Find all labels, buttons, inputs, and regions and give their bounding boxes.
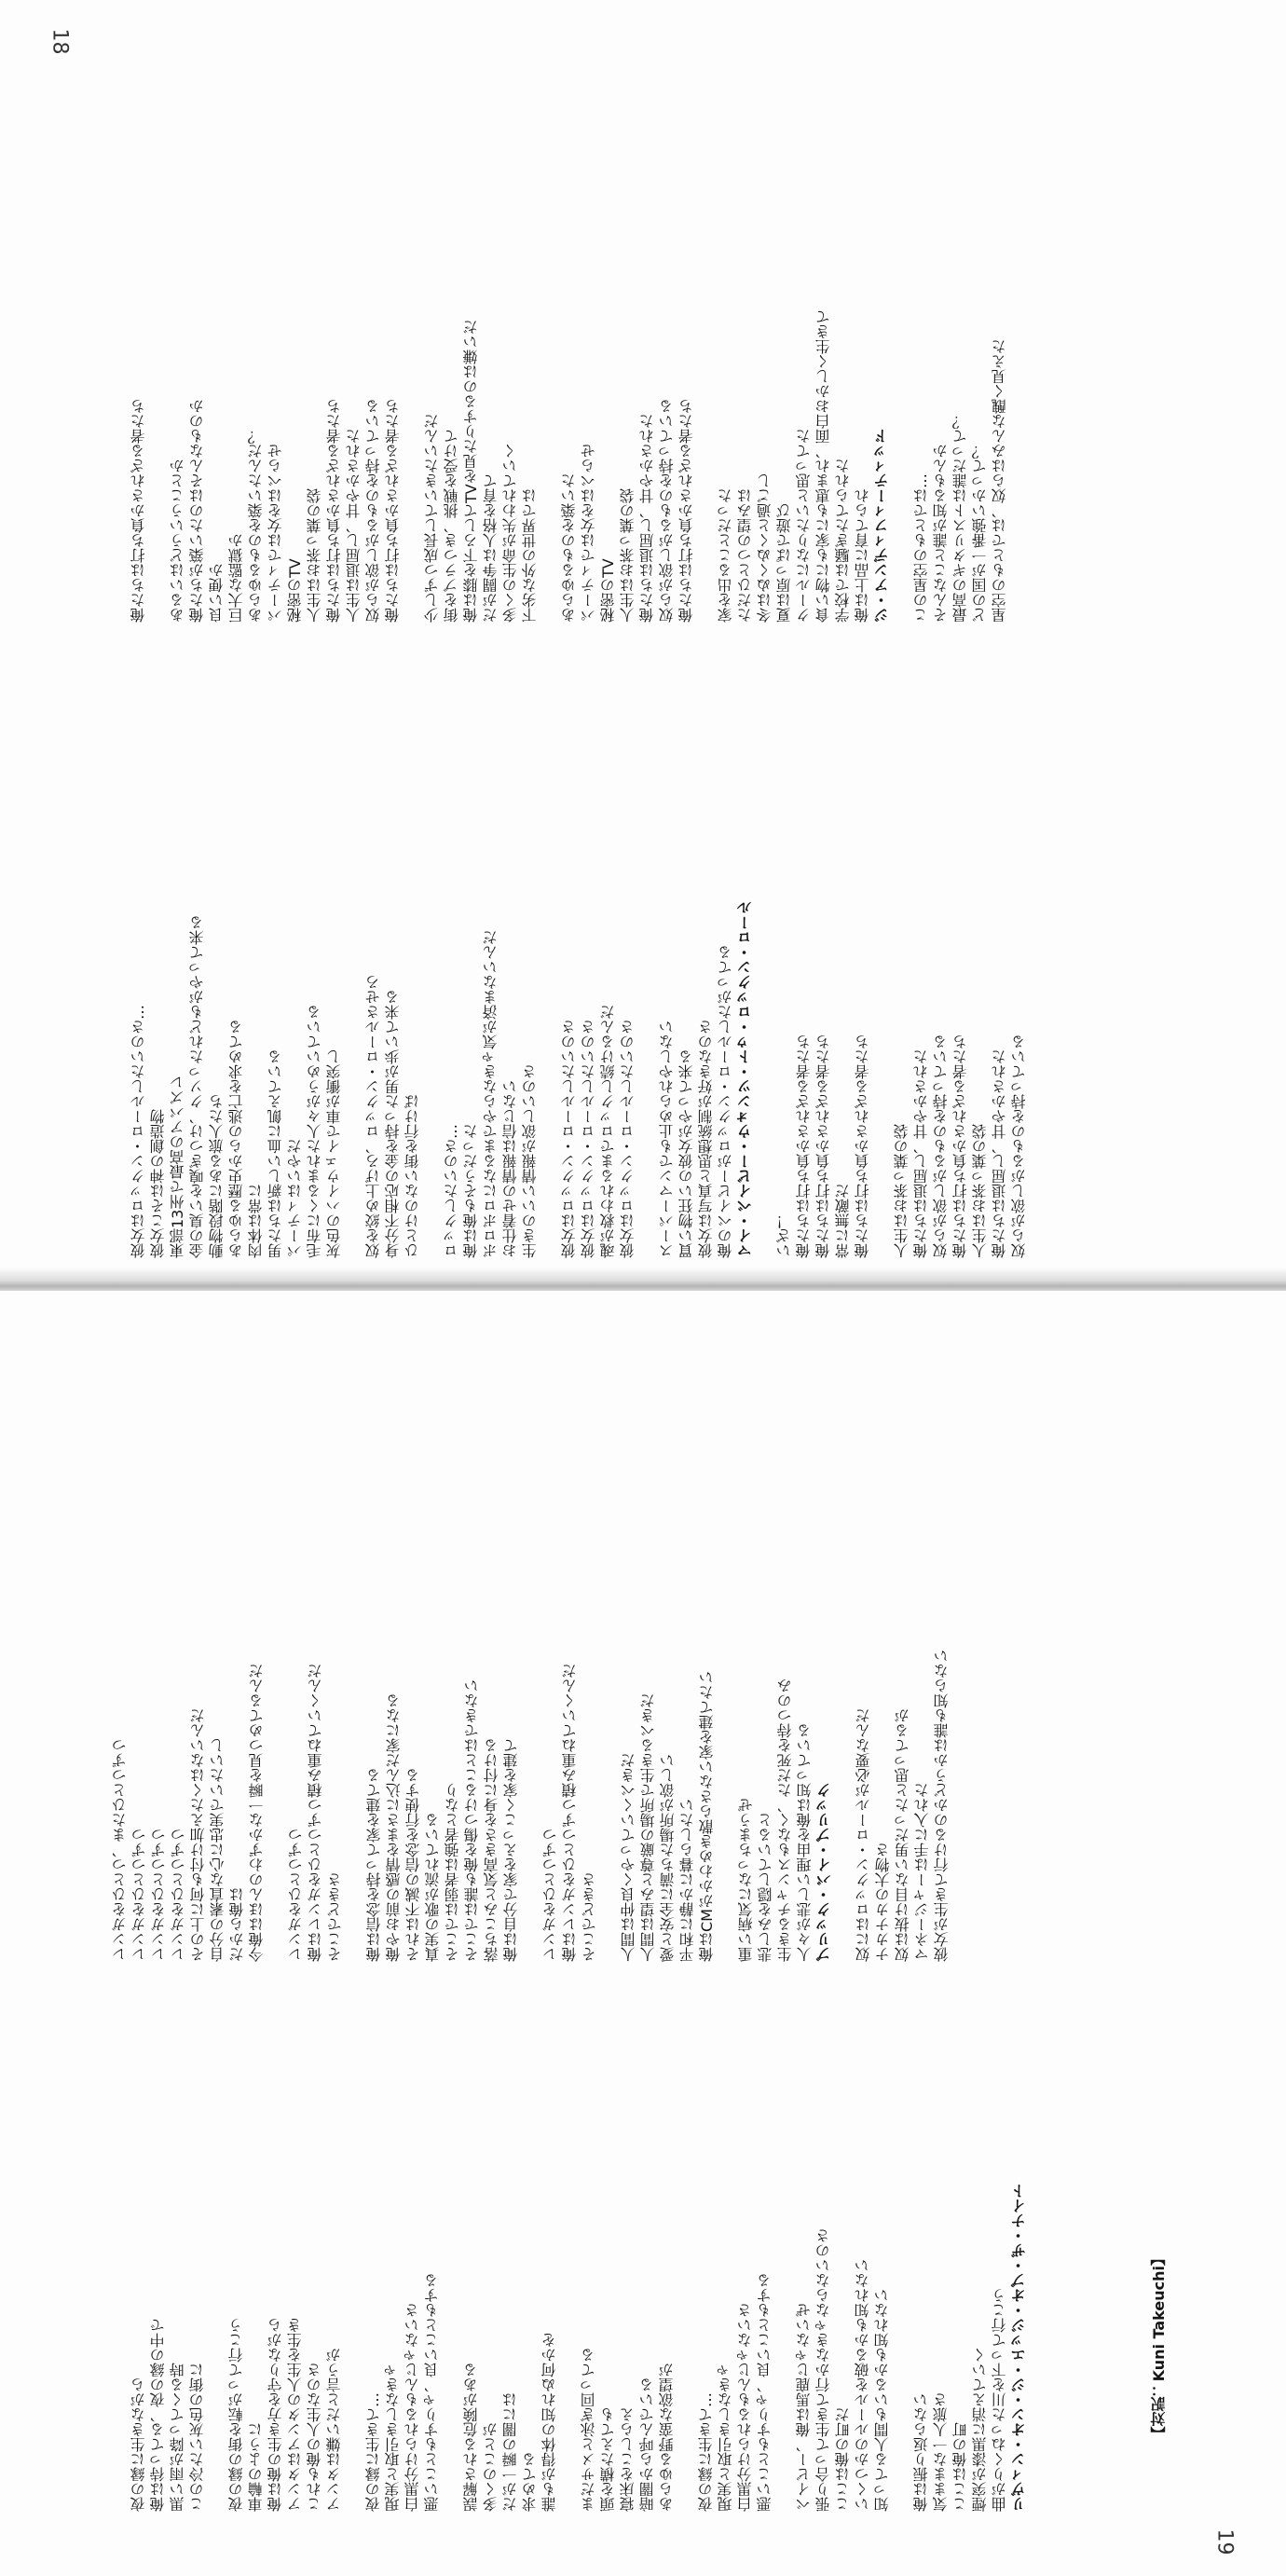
lyric-line: 車輪のように [247, 2422, 265, 2512]
lyric-line: 俺のベイビーがロックン・ロールしたがってる [717, 945, 734, 1258]
lyric-line: 最高のギタリストは誰だって？ [951, 414, 969, 623]
lyric-line: 彼女こそは神の創造物 [149, 1109, 167, 1258]
lyric-line: 誤解される危険がある [462, 2363, 480, 2512]
lyric-line: 俺たちは退屈し、甘やかされた [991, 1049, 1008, 1258]
lyric-line: 俺たちは退屈し、甘やかされた [638, 414, 656, 623]
lyric-line: 人々が悲しい理由を俺は知っている [796, 1723, 814, 1962]
lyric-line: 俺たちは打ち負かされざる者たち [795, 1035, 813, 1258]
lyric-line: 俺たちは打ち負かされざる者たち [325, 399, 343, 623]
page-number: 19 [1212, 2528, 1237, 2555]
lyric-line: 彼女はロックン・ロールしたいのさ [580, 1020, 597, 1258]
lyric-line: あらゆるものを築いたんだ？ [247, 429, 265, 623]
lyric-line: いくつかのルールを破るかも知れない [854, 2258, 871, 2512]
lyric-line [540, 73, 559, 623]
lyric-line: 常に無敵だ [834, 1184, 852, 1258]
lyric-line: 身分不相応の金を持った男が歩いて来る [384, 990, 402, 1258]
lyric-line [521, 1365, 540, 1962]
lyric-line: あるいはどういうことか [169, 459, 186, 623]
lyric-line: 自分の素直な心に忠実でいたいし [209, 1738, 226, 1962]
lyric-line: 煙突が漆黒に消えていく [971, 2348, 989, 2512]
lyric-line: どの国が一番強いかって？ [971, 444, 989, 623]
lyric-line: 俺は俺もそうだった [462, 1124, 480, 1258]
lyric-line: あらゆるものを築いた [560, 473, 578, 623]
lyric-line: この星空のもとでは… [912, 473, 930, 623]
lyric-line: 俺は膝を下ろしてTVを見たりするのは嫌いだ [462, 320, 480, 623]
lyric-line: 冬はぬくぬくと過ごし [756, 473, 773, 623]
lyric-line: ナカナカの大物さ [874, 1843, 892, 1962]
lyric-line: 俺たちは退屈し、甘やかされた [912, 1049, 930, 1258]
lyric-line: 俺たちは打ち負かされざる者たち [814, 1035, 832, 1258]
lyric-line: 魂が救われるまでロックし続けるんだ [599, 1005, 617, 1258]
lyric-line: あらゆる歴史からの逃亡を求めてる [227, 1020, 245, 1258]
lyric-line: 奴を絞め上げろ、ロックン・ロールさせろ [364, 975, 382, 1258]
lyric-line: 寝床をこしらえ [619, 2407, 636, 2512]
lyric-line: 俺たちは打ち負かされざる者たち [951, 1035, 969, 1258]
lyric-line: そこでは誰も俺を傷つけることはできない [463, 1679, 481, 1962]
lyric-line: 奴らが欲しがるものを持っている [932, 1035, 950, 1258]
translation-credit: 【対訳：Kuni Takeuchi】 [1150, 2251, 1168, 2442]
lyric-line: 求めてる [521, 2452, 539, 2512]
lyric-line: 星空のもとでは、奴らはみんな醜く見えた [991, 339, 1008, 623]
lyric-line: 俺はCMがかわめき散らさない家を建てたい [698, 1670, 716, 1962]
lyric-line: 俺たちは打ち負かされざる者たち [854, 1035, 871, 1258]
lyric-line: 奴は抜け目ない男だったと思ってるが [894, 1708, 911, 1962]
lyric-line: 白黒分けられるもんじゃないさ [736, 2303, 754, 2512]
lyric-line: 奴らが欲しがるものを持っている [658, 399, 676, 623]
lyric-line: アンタはアンタの人生を生き [286, 2318, 304, 2512]
song-title: ジ・アンディフィーティッド [873, 429, 891, 623]
lyric-line: レンガをひとつずつ [150, 1828, 168, 1962]
lyric-line [148, 73, 168, 623]
lyric-line: 秘密のTV [286, 558, 304, 623]
lyric-line: 俺はレンガをひとつずつ積み重ねていくんだ [561, 1664, 579, 1962]
song-title: マイ・ベイビー・ウォンツ・トゥ・ロックン・ロール [736, 900, 754, 1258]
lyric-line [774, 1953, 794, 2512]
lyric-line: そこでどきさ [581, 1872, 598, 1962]
lyric-line: まだサメと泳ぎ回ってる [580, 2348, 597, 2512]
lyric-line [892, 1953, 911, 2512]
lyric-line: 人生はお茶っ葉の袋 [306, 488, 323, 623]
lyric-line: 彼女が生きて行けるのかどうかは誰も知らない [933, 1649, 951, 1962]
lyric-line: 誰もが得体の知れぬ何かを [540, 2333, 558, 2512]
lyric-line: そこでどきさ [326, 1872, 344, 1962]
lyric-line: 人間は仲良くやっていくべきだ [620, 1753, 637, 1962]
lyric-line: 食い物にも家にも恵まれ、面白おかしく生きて [814, 309, 832, 623]
lyric-line: 街をブラつき、挑戦を受けて [443, 429, 460, 623]
lyric-line: 平和に静かに暮らしたい [678, 1798, 696, 1962]
lyric-line: いざ！ [775, 1213, 793, 1258]
lyric-line: 東部13州で最高のアバズレ [169, 1075, 186, 1258]
lyric-line: 多くの生命が失われていく [501, 444, 519, 623]
lyrics-block-top-left [129, 671, 1029, 1258]
right-page [0, 1291, 1286, 2576]
lyric-line [344, 671, 363, 1258]
lyric-line: 巨大な監獄か [227, 533, 245, 623]
lyric-line: この冷たい灰色の街に [188, 2363, 206, 2512]
lyric-line: 動物段階にある旅人たち [208, 1094, 226, 1258]
lyric-line: 黒い雨が降ってくる時 [169, 2363, 186, 2512]
lyric-line: 俺は俺の生き方を守りながら [267, 2318, 284, 2512]
lyric-line: 生きのいい情報が欲しいのさ [521, 1064, 539, 1258]
lyric-line: 現実と取引きしなきゃ [717, 2363, 734, 2512]
lyric-line [540, 671, 559, 1258]
lyric-line [345, 1365, 364, 1962]
lyric-line [599, 1365, 619, 1962]
lyric-line: ここは俺の町だ [834, 2407, 852, 2512]
lyric-line: だが一瞬の闇には [501, 2392, 519, 2512]
lyric-line: 少しずつ成長していきたいんだ [423, 414, 441, 623]
lyric-line [696, 73, 716, 623]
lyric-line: 夜の縁に生きて… [364, 2392, 382, 2512]
song-title: リヴィン・オン・ジ・エッジ・オブ・ザ・ナイト [1010, 2184, 1028, 2512]
lyric-line: パーティでは女をはべらせ [580, 444, 597, 623]
lyric-line: 人生はお茶っ葉の袋 [971, 1124, 989, 1258]
lyric-line: 俺は待ってる、夜の縁の中で [149, 2318, 167, 2512]
lyric-line [717, 1365, 736, 1962]
lyric-line: アンタは嫌いだと言うが [325, 2348, 343, 2512]
lyric-line: 肉体は常に [247, 1184, 265, 1258]
lyric-line: 人生はお茶っ葉の袋 [893, 1124, 910, 1258]
lyric-line: 愛と安全に満ちた場所が欲しい [659, 1753, 677, 1962]
lyric-line: 張り合って生きて行かなきゃならないのさ [814, 2228, 832, 2512]
lyric-line: パーティでは女をはべらせ [267, 444, 284, 623]
lyric-line: 落ちこみと気高きさを身に付ける [483, 1738, 500, 1962]
lyric-line: ただひとつの望みは [736, 488, 754, 623]
lyric-line: 夜の縁の街を転がって行こう [227, 2318, 245, 2512]
lyric-line: ここは俺の町 [951, 2422, 969, 2512]
lyric-line: これも俺の人生なのさ [306, 2363, 323, 2512]
lyric-line: そこでは弱者は強者となり [444, 1783, 461, 1962]
lyric-line: その上に何も付け加えたくはないんだ [189, 1708, 207, 1962]
lyric-line: 夏は原っぱで遊び [775, 503, 793, 623]
lyric-line: 学校では騒ぎたてられた [834, 459, 852, 623]
lyric-line: パーティはいやだ [286, 1139, 304, 1258]
lyric-line: レンガをひとつずつ [287, 1828, 305, 1962]
lyric-line [892, 73, 911, 623]
lyric-line [344, 1953, 363, 2512]
lyric-line [267, 1365, 286, 1962]
lyric-line: 俺たちは打ち負かされざる者たち [384, 399, 402, 623]
lyric-line: 人間は望みと尊厳の場所で生きるべきだ [639, 1693, 657, 1962]
lyric-line: 彼女はロックン・ロールしたいのさ [619, 1020, 636, 1258]
lyric-line: 頭を横たえても [599, 2407, 617, 2512]
lyric-line: 良い便か [208, 563, 226, 623]
lyric-line: 俺は自分で家をえっこく家を建て [502, 1738, 520, 1962]
lyric-line: ベイビー、俺は馬鹿じゃないぜ [795, 2303, 813, 2512]
lyrics-block-bottom-left [129, 1953, 1029, 2512]
lyric-line [207, 1953, 226, 2512]
lyric-line: 知ってる人間もいるかも知れない [873, 2288, 891, 2512]
lyric-line: 人生はお茶っ葉の袋 [619, 488, 636, 623]
lyric-line: 俺は信念を持って家を建てる [365, 1768, 383, 1962]
lyric-line: マネージャーは手に入れた [913, 1783, 931, 1962]
lyric-line: 彼女はロックン・ロールしたいのさ [560, 1020, 578, 1258]
lyric-line: 奴らが欲しがるものを持っている [364, 399, 382, 623]
lyric-line: 俺たちは打ち負かされざる者たち [130, 399, 147, 623]
lyric-line: 金の臭いを嗅ぎつけ、クソったれどもがやって来る [188, 915, 206, 1258]
lyric-line: 人生は退屈し、甘やかされた [345, 429, 363, 623]
lyric-line: 今俺はほんのわずかな一瞬を見つめてるんだ [248, 1664, 266, 1962]
lyric-line: 暗闇から呼んでいる [638, 2377, 656, 2512]
lyric-line: クールになりたいと思ってた [795, 429, 813, 623]
lyric-line: 現実と取引きしなきゃ [384, 2363, 402, 2512]
lyric-line: レンガをひとつずつ [130, 1828, 148, 1962]
lyric-line: 夜の縁に生きて… [697, 2392, 715, 2512]
page-number: 18 [48, 28, 72, 55]
left-page [0, 0, 1286, 1277]
lyric-line: 灰色のハイウェイで車が衝突し [325, 1049, 343, 1258]
lyric-line: 俺やお前の感情をまさに込んだ家になる [385, 1693, 403, 1962]
lyric-line: 俺たちが築いたのはそんなものか [188, 399, 206, 623]
lyric-line: 俺たちは打ち負かされざる者たち [677, 399, 695, 623]
lyric-line: 多くのことが [482, 2422, 499, 2512]
song-title: ブリック・バイ・ブリック [815, 1783, 833, 1962]
lyric-line: 男たちは新しい血に飢えている [267, 1049, 284, 1258]
lyric-line: 彼女は写真と思想統制が好きなのさ [697, 1020, 715, 1258]
lyric-line [755, 671, 774, 1258]
lyric-line [422, 671, 442, 1258]
lyric-line: あらゆる野蛮な欲望が [658, 2363, 676, 2512]
lyric-line: レンガをひとつずつ [170, 1828, 187, 1962]
lyric-line: そんなこと誰が知るもんか [932, 444, 950, 623]
lyric-line: お仕着せの情報は信じない [501, 1079, 519, 1258]
lyric-line [442, 1953, 461, 2512]
lyric-line: ロックしたいのさ… [443, 1124, 460, 1258]
lyric-line: それは不滅の信念を行使する [404, 1768, 422, 1962]
lyric-line [403, 73, 422, 623]
lyric-line: ボロボロになるまでやらなきゃ気が済まないんだ [482, 930, 499, 1258]
lyric-line: 彼女はロックン・ロールしたいのさ… [130, 1005, 147, 1258]
lyric-line: スーパーマンでも止められやしない [658, 1020, 676, 1258]
lyric-line: 奴にはロックン・ロールが必要なんだ [855, 1708, 872, 1962]
lyric-line: 奴らが欲しがるものを持っている [1010, 1035, 1028, 1258]
lyric-line: 悪いこともすりゃ、良いこともする [423, 2273, 441, 2512]
lyric-line: 買い物狂いの彼女がやって来る [677, 1049, 695, 1258]
lyric-line: 夜の縁に生きながら [130, 2377, 147, 2512]
lyric-line: 下劣な外の世界では [521, 488, 539, 623]
lyric-line: 俺は上品に育てられ [854, 488, 871, 623]
lyric-line [872, 671, 892, 1258]
lyric-line: 曲がりくねった川を下って行こう [991, 2288, 1008, 2512]
lyric-line [677, 1953, 696, 2512]
lyric-line: 毛布にくるまれた人々がうめいている [306, 1005, 323, 1258]
lyric-line [559, 1953, 579, 2512]
lyric-line: 白黒分けられるもんじゃないさ [404, 2303, 421, 2512]
lyric-line: 気ままな一人旅さ [932, 2392, 950, 2512]
lyric-line: 家を出ることだった [717, 488, 734, 623]
lyric-line [637, 671, 657, 1258]
lyrics-block-bottom-right [110, 1365, 951, 1962]
lyric-line: レンガをひとつ、またひとつずつ [111, 1738, 129, 1962]
lyric-line: だから俺は [228, 1887, 246, 1962]
lyric-line: 悪いこともすりゃ、良いこともする [756, 2273, 773, 2512]
lyrics-block-top-right [129, 73, 1009, 623]
lyric-line: 俺は振り返らない [912, 2392, 930, 2512]
lyric-line: ひとけのない街を行けば [404, 1094, 421, 1258]
lyric-line: 秘密のTV [599, 558, 617, 623]
lyric-line: 悲しみを隠していると [757, 1813, 774, 1962]
lyric-line: 俺はレンガをひとつずつ積み重ねていくんだ [307, 1664, 324, 1962]
lyric-line: 重い病気になっちまうぜ [737, 1798, 755, 1962]
lyric-line: 生きるチャンスもなく、ただ死を待つのみ [776, 1679, 794, 1962]
lyric-line: 真実の歌が流れている [424, 1813, 442, 1962]
lyric-line: レンガをひとつずつ [541, 1828, 559, 1962]
lyric-line [834, 1365, 854, 1962]
lyric-line: だが闘争は人格を育て [482, 473, 499, 623]
